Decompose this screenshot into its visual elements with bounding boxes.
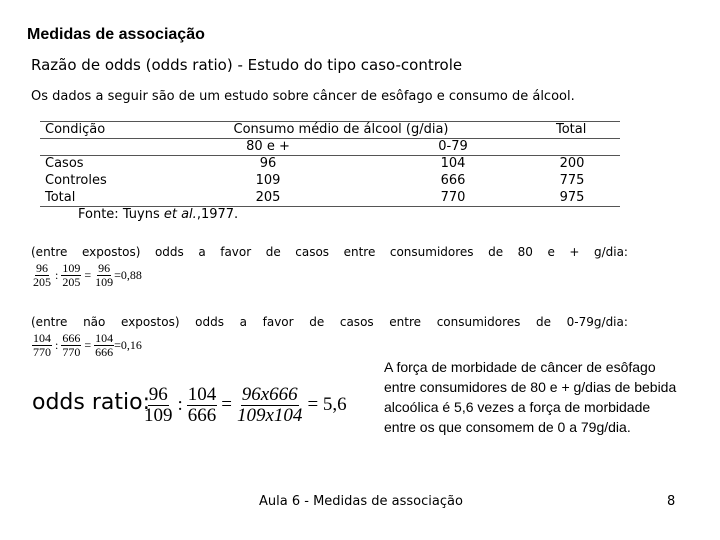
unexposed-word: 0-79g/dia: <box>566 315 628 329</box>
row-label-total: Total <box>45 190 76 205</box>
or-fraction-2: $\frac{104}{666}$ <box>187 384 217 426</box>
exposed-word: casos <box>295 245 330 259</box>
exposed-fraction-1: $\frac{96}{205}$ <box>33 261 51 289</box>
exposed-word: g/dia: <box>593 245 628 259</box>
cell-controls-total: 775 <box>559 173 585 188</box>
slide-title: Medidas de associação <box>27 26 205 43</box>
odds-ratio-equation: $\frac{96}{109}$ : $\frac{104}{666}$ = $\frac{96x666}{109x104}$ = 5,6 <box>144 384 347 426</box>
exposed-word: consumidores <box>389 245 474 259</box>
exposed-word: (entre <box>31 245 68 259</box>
cell-controls-high: 109 <box>255 173 281 188</box>
unexposed-word: favor <box>262 315 294 329</box>
unexposed-fraction-1: $\frac{104}{770}$ <box>33 331 51 359</box>
unexposed-result: =0,16 <box>114 337 142 352</box>
table-header-rule <box>40 138 620 139</box>
header-condition: Condição <box>45 122 106 137</box>
exposed-word: favor <box>220 245 252 259</box>
subheader-low: 0-79 <box>438 139 468 154</box>
exposed-word: + <box>569 245 580 259</box>
unexposed-fraction-2: $\frac{666}{770}$ <box>62 331 81 359</box>
or-fraction-3: $\frac{96x666}{109x104}$ <box>237 384 303 426</box>
unexposed-word: casos <box>339 315 374 329</box>
cell-cases-total: 200 <box>559 156 585 171</box>
table-subheader-rule <box>40 155 620 156</box>
cell-cases-low: 104 <box>440 156 466 171</box>
cell-total-high: 205 <box>255 190 281 205</box>
page-number: 8 <box>667 494 676 509</box>
unexposed-word: odds <box>195 315 224 329</box>
header-consumption: Consumo médio de álcool (g/dia) <box>233 122 449 137</box>
exposed-word: de <box>265 245 281 259</box>
cell-cases-high: 96 <box>259 156 277 171</box>
slide-subtitle: Razão de odds (odds ratio) - Estudo do tipo caso-controle <box>31 56 463 74</box>
unexposed-word: de <box>536 315 552 329</box>
unexposed-word: a <box>239 315 247 329</box>
unexposed-word: de <box>309 315 325 329</box>
cell-controls-low: 666 <box>440 173 466 188</box>
subheader-high: 80 e + <box>246 139 290 154</box>
row-label-controls: Controles <box>45 173 107 188</box>
odds-ratio-label: odds ratio: <box>32 390 150 415</box>
exposed-word: 80 <box>517 245 533 259</box>
unexposed-odds-sentence <box>31 315 628 329</box>
exposed-word: e <box>547 245 555 259</box>
exposed-odds-sentence <box>31 245 628 259</box>
cell-total-total: 975 <box>559 190 585 205</box>
exposed-odds-equation: $\frac{96}{205}$ : $\frac{109}{205}$ = $\frac{96}{109}$ =0,88 <box>33 261 142 289</box>
exposed-word: de <box>488 245 504 259</box>
or-fraction-1: $\frac{96}{109}$ <box>144 384 173 426</box>
exposed-word: entre <box>343 245 376 259</box>
intro-text: Os dados a seguir são de um estudo sobre câncer de esôfago e consumo de álcool. <box>31 89 575 104</box>
cell-total-low: 770 <box>440 190 466 205</box>
unexposed-word: (entre <box>31 315 68 329</box>
unexposed-word: não <box>83 315 106 329</box>
exposed-word: a <box>198 245 206 259</box>
unexposed-word: expostos) <box>121 315 180 329</box>
exposed-result: =0,88 <box>114 267 142 282</box>
row-label-cases: Casos <box>45 156 84 171</box>
exposed-fraction-3: $\frac{96}{109}$ <box>95 261 114 289</box>
table-source: Fonte: Tuyns et al.,1977. <box>78 207 239 222</box>
unexposed-fraction-3: $\frac{104}{666}$ <box>95 331 114 359</box>
header-total: Total <box>556 122 587 137</box>
exposed-word: odds <box>154 245 184 259</box>
exposed-fraction-2: $\frac{109}{205}$ <box>62 261 81 289</box>
conclusion-text: A força de morbidade de câncer de esôfago entre consumidores de 80 e + g/dias de bebida alcoólica é 5,6 vezes a força de morbidade entre os que consomem de 0 a 79g/dia. <box>384 359 677 435</box>
exposed-word: expostos) <box>81 245 141 259</box>
unexposed-odds-equation: $\frac{104}{770}$ : $\frac{666}{770}$ = $\frac{104}{666}$ =0,16 <box>33 331 142 359</box>
or-result: = 5,6 <box>307 394 347 416</box>
slide-footer: Aula 6 - Medidas de associação <box>259 494 463 509</box>
unexposed-word: consumidores <box>436 315 521 329</box>
unexposed-word: entre <box>389 315 422 329</box>
